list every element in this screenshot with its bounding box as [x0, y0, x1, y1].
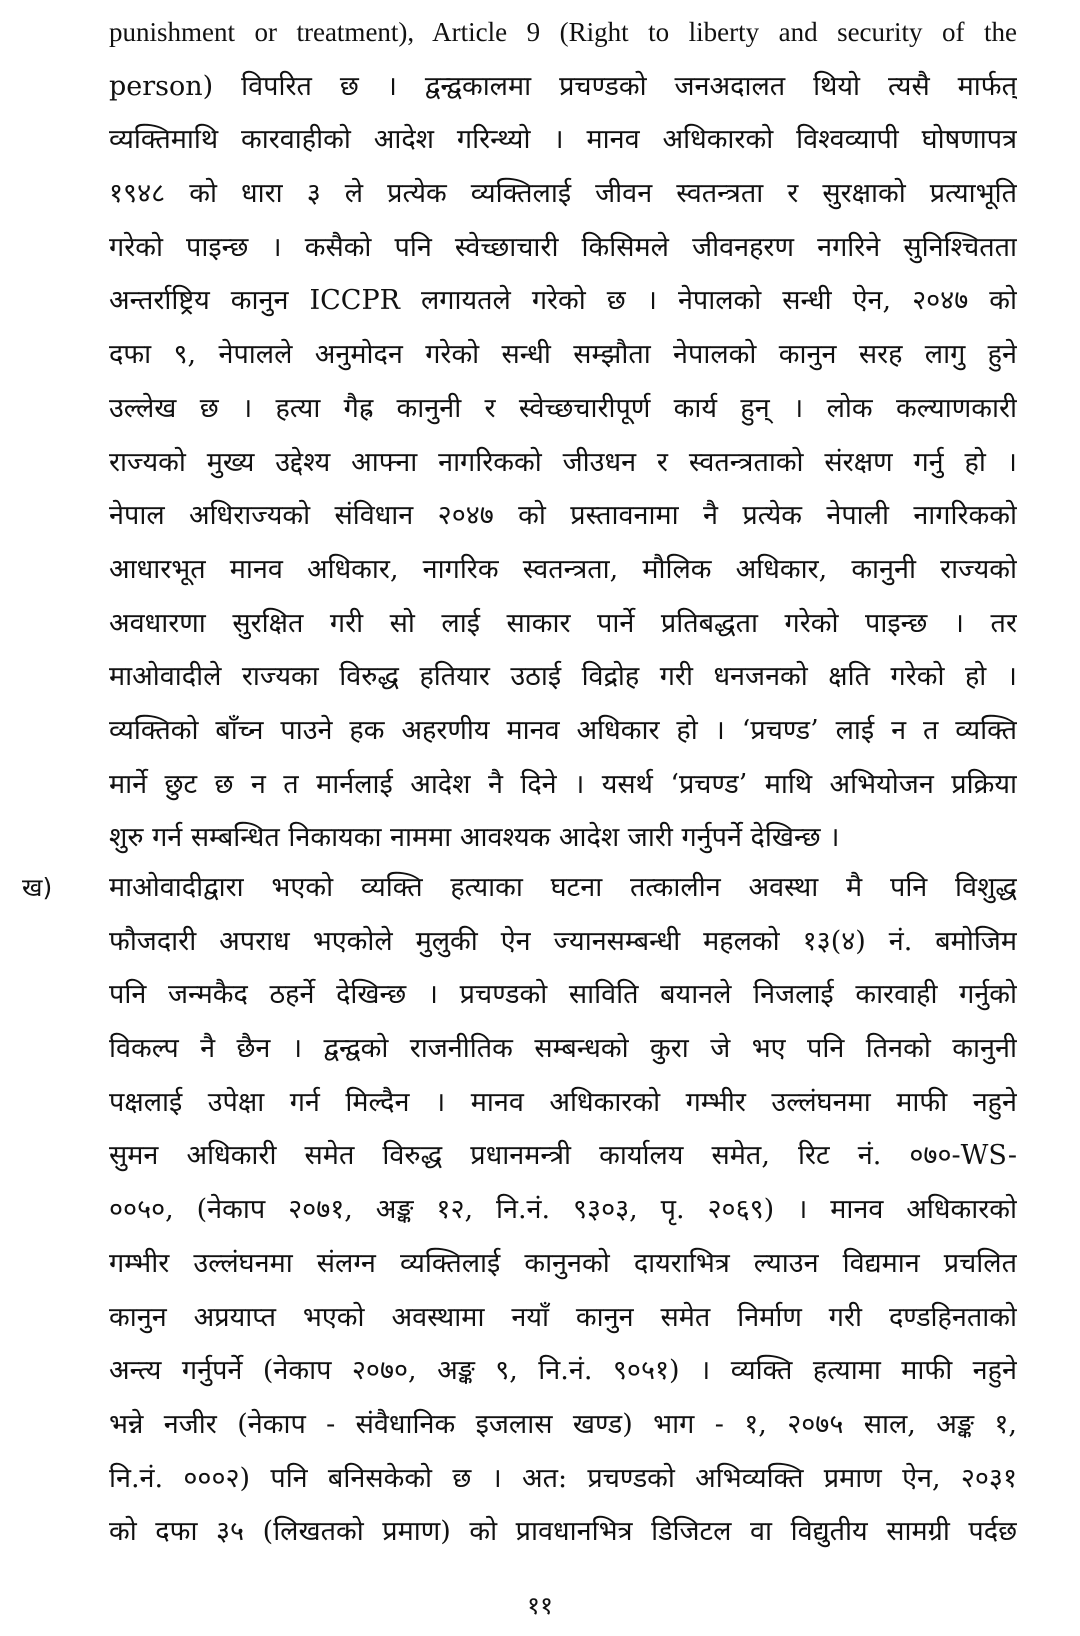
paragraph-a	[0, 6, 1080, 865]
paragraph-line: माओवादीले राज्यका विरुद्ध हतियार उठाई विद्रोह गरी धनजनको क्षति गरेको हो ।	[109, 661, 1017, 693]
paragraph-line: अवधारणा सुरक्षित गरी सो लाई साकार पार्ने प्रतिबद्धता गरेको पाइन्छ । तर	[109, 607, 1017, 639]
paragraph-line: मार्ने छुट छ न त मार्नलाई आदेश नै दिने । यसर्थ ‘प्रचण्ड’ माथि अभियोजन प्रक्रिया	[109, 768, 1017, 800]
paragraph-line: पनि जन्मकैद ठहर्ने देखिन्छ । प्रचण्डको साविति बयानले निजलाई कारवाही गर्नुको	[109, 979, 1017, 1011]
paragraph-line: उल्लेख छ । हत्या गैह्र कानुनी र स्वेच्छचारीपूर्ण कार्य हुन् । लोक कल्याणकारी	[109, 392, 1017, 424]
page-number: ११	[526, 1591, 553, 1620]
paragraph-line: भन्ने नजीर (नेकाप - संवैधानिक इजलास खण्ड) भाग - १, २०७५ साल, अङ्क १,	[109, 1408, 1017, 1440]
paragraph-b	[0, 861, 1080, 1559]
paragraph-line: दफा ९, नेपालले अनुमोदन गरेको सन्धी सम्झौता नेपालको कानुन सरह लागु हुने	[109, 339, 1017, 371]
paragraph-line: आधारभूत मानव अधिकार, नागरिक स्वतन्त्रता, मौलिक अधिकार, कानुनी राज्यको	[109, 553, 1017, 585]
paragraph-line: गम्भीर उल्लंघनमा संलग्न व्यक्तिलाई कानुनको दायराभित्र ल्याउन विद्यमान प्रचलित	[109, 1247, 1017, 1279]
paragraph-line: person) विपरित छ । द्वन्द्वकालमा प्रचण्डको जनअदालत थियो त्यसै मार्फत्	[109, 70, 1017, 102]
paragraph-line: १९४८ को धारा ३ ले प्रत्येक व्यक्तिलाई जीवन स्वतन्त्रता र सुरक्षाको प्रत्याभूति	[109, 178, 1017, 210]
paragraph-line: राज्यको मुख्य उद्देश्य आफ्ना नागरिकको जीउधन र स्वतन्त्रताको संरक्षण गर्नु हो ।	[109, 446, 1017, 478]
paragraph-line: व्यक्तिमाथि कारवाहीको आदेश गरिन्थ्यो । मानव अधिकारको विश्वव्यापी घोषणापत्र	[109, 124, 1017, 156]
paragraph-line: punishment or treatment), Article 9 (Right to liberty and security of the	[109, 17, 1017, 47]
paragraph-line: को दफा ३५ (लिखतको प्रमाण) को प्रावधानभित्र डिजिटल वा विद्युतीय सामग्री पर्दछ	[109, 1516, 1017, 1548]
paragraph-line: व्यक्तिको बाँच्न पाउने हक अहरणीय मानव अधिकार हो । ‘प्रचण्ड’ लाई न त व्यक्ति	[109, 714, 1017, 746]
paragraph-line: सुमन अधिकारी समेत विरुद्ध प्रधानमन्त्री कार्यालय समेत, रिट नं. ०७०-WS-	[109, 1140, 1017, 1172]
list-item-marker: ख)	[22, 873, 53, 902]
paragraph-line: कानुन अप्रयाप्त भएको अवस्थामा नयाँ कानुन समेत निर्माण गरी दण्डहिनताको	[109, 1301, 1017, 1333]
paragraph-line: फौजदारी अपराध भएकोले मुलुकी ऐन ज्यानसम्बन्धी महलको १३(४) नं. बमोजिम	[109, 925, 1017, 957]
paragraph-line: शुरु गर्न सम्बन्धित निकायका नाममा आवश्यक आदेश जारी गर्नुपर्ने देखिन्छ ।	[109, 822, 840, 854]
paragraph-line: पक्षलाई उपेक्षा गर्न मिल्दैन । मानव अधिकारको गम्भीर उल्लंघनमा माफी नहुने	[109, 1086, 1017, 1118]
paragraph-line: विकल्प नै छैन । द्वन्द्वको राजनीतिक सम्बन्धको कुरा जे भए पनि तिनको कानुनी	[109, 1033, 1017, 1065]
paragraph-line: नेपाल अधिराज्यको संविधान २०४७ को प्रस्तावनामा नै प्रत्येक नेपाली नागरिकको	[109, 500, 1017, 532]
paragraph-line: नि.नं. ०००२) पनि बनिसकेको छ । अत: प्रचण्डको अभिव्यक्ति प्रमाण ऐन, २०३१	[109, 1462, 1017, 1494]
paragraph-line: ००५०, (नेकाप २०७१, अङ्क १२, नि.नं. ९३०३, पृ. २०६९) । मानव अधिकारको	[109, 1194, 1017, 1226]
paragraph-line: अन्तर्राष्ट्रिय कानुन ICCPR लगायतले गरेको छ । नेपालको सन्धी ऐन, २०४७ को	[109, 285, 1017, 317]
paragraph-line: अन्त्य गर्नुपर्ने (नेकाप २०७०, अङ्क ९, नि.नं. ९०५१) । व्यक्ति हत्यामा माफी नहुने	[109, 1355, 1017, 1387]
paragraph-line: गरेको पाइन्छ । कसैको पनि स्वेच्छाचारी किसिमले जीवनहरण नगरिने सुनिश्चितता	[109, 231, 1017, 263]
paragraph-line: माओवादीद्वारा भएको व्यक्ति हत्याका घटना तत्कालीन अवस्था मै पनि विशुद्ध	[109, 872, 1017, 903]
